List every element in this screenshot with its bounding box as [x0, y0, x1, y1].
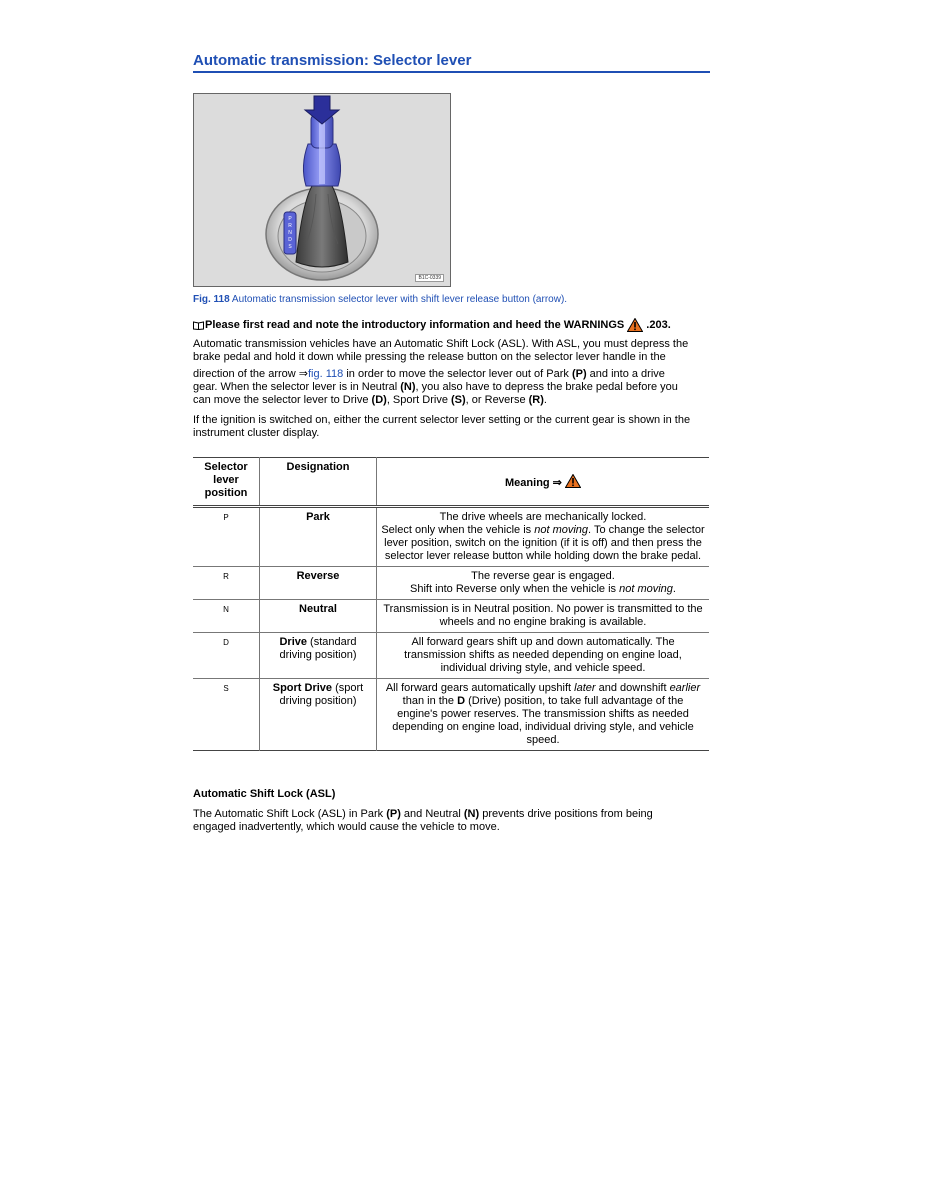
designation-cell: Drive (standard driving position) [260, 633, 377, 679]
table-row [193, 567, 709, 600]
column-header-designation: Designation [260, 458, 377, 507]
book-icon [193, 321, 204, 330]
gate-letter: D [288, 237, 292, 243]
text-line: Automatic transmission vehicles have an Automatic Shift Lock (ASL). With ASL, you must depress the [193, 338, 689, 350]
selector-lever-illustration [194, 94, 450, 286]
text-line: instrument cluster display. [193, 427, 320, 439]
paragraph-asl [193, 808, 711, 834]
meaning-cell: The drive wheels are mechanically locked. Select only when the vehicle is not moving. To change the selector lever position, switch on the ignition (if it is off) and then press the selector lever release button while holding down the brake pedal. [377, 507, 710, 567]
section-heading-asl: Automatic Shift Lock (ASL) [193, 788, 336, 800]
text-line: engaged inadvertently, which would cause the vehicle to move. [193, 821, 500, 833]
column-header-meaning: Meaning ⇒ [377, 458, 710, 507]
text-line: brake pedal and hold it down while pressing the release button on the selector lever handle in the [193, 351, 666, 363]
selector-positions-table [193, 457, 709, 751]
designation-cell: Reverse [260, 567, 377, 600]
table-row [193, 600, 709, 633]
intro-text: Please first read and note the introductory information and heed the WARNINGS [205, 319, 625, 331]
text-line: can move the selector lever to Drive (D), Sport Drive (S), or Reverse (R). [193, 394, 547, 406]
selector-lever-figure [193, 93, 451, 287]
text-line: If the ignition is switched on, either the current selector lever setting or the current gear is shown in the [193, 414, 691, 426]
figure-caption [193, 294, 713, 305]
figure-code: B1C-0339 [415, 274, 444, 282]
gate-letter: N [288, 230, 292, 236]
page-title: Automatic transmission: Selector lever [193, 52, 710, 73]
warning-icon [627, 318, 643, 332]
meaning-cell: Transmission is in Neutral position. No power is transmitted to the wheels and no engine braking is available. [377, 600, 710, 633]
gate-letter: R [288, 223, 292, 229]
table-row [193, 507, 709, 567]
table-row [193, 679, 709, 751]
gate-letter: P [288, 216, 292, 222]
table-header-row [193, 458, 709, 507]
designation-cell: Park [260, 507, 377, 567]
meaning-cell: The reverse gear is engaged. Shift into Reverse only when the vehicle is not moving. [377, 567, 710, 600]
meaning-cell: All forward gears shift up and down automatically. The transmission shifts as needed depending on engine load, individual driving style, and vehicle speed. [377, 633, 710, 679]
text-line: The Automatic Shift Lock (ASL) in Park (P) and Neutral (N) prevents drive positions from being [193, 808, 653, 820]
position-cell: S [223, 684, 229, 693]
text-line: gear. When the selector lever is in Neutral (N), you also have to depress the brake pedal before you [193, 381, 678, 393]
meaning-cell: All forward gears automatically upshift later and downshift earlier than in the D (Drive) position, to take full advantage of the engine's power reserves. The transmission shifts as needed depending on engine load, individual driving style, and vehicle speed. [377, 679, 710, 751]
figure-number: Fig. 118 [193, 294, 230, 305]
warning-icon [565, 474, 581, 488]
intro-note [193, 318, 713, 332]
position-cell: D [223, 638, 229, 647]
designation-cell: Neutral [260, 600, 377, 633]
paragraph-display [193, 414, 711, 440]
position-cell: R [223, 572, 229, 581]
position-cell: N [223, 605, 229, 614]
text-line: direction of the arrow ⇒fig. 118 in order to move the selector lever out of Park (P) and into a drive [193, 368, 665, 380]
designation-cell: Sport Drive (sport driving position) [260, 679, 377, 751]
figure-link[interactable]: fig. 118 [308, 368, 344, 380]
table-row [193, 633, 709, 679]
intro-page-ref[interactable]: .203. [646, 319, 671, 331]
position-cell: P [223, 513, 229, 522]
column-header-position: Selector lever position [204, 461, 248, 499]
gate-letter: S [288, 244, 292, 250]
caption-text: Automatic transmission selector lever with shift lever release button (arrow). [231, 294, 568, 305]
paragraph-asl-intro [193, 338, 711, 407]
